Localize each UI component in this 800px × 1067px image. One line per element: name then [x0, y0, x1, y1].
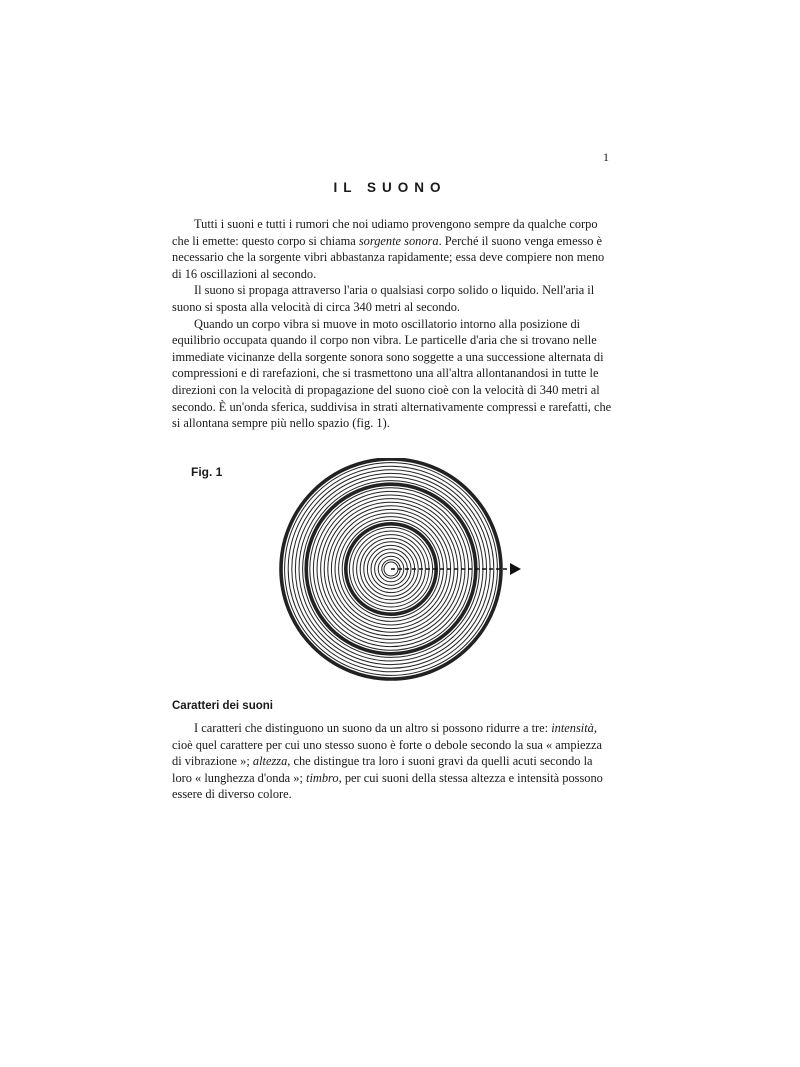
paragraph-4-text-b: , cioè quel carattere per cui uno stesso suono è forte o debole secondo la sua « ampiezza di vibrazione »;: [172, 721, 603, 769]
paragraph-2: Il suono si propaga attraverso l'aria o qualsiasi corpo solido o liquido. Nell'aria il suono si sposta alla velocità di circa 340 metri al secondo.: [172, 283, 595, 314]
paragraph-4-text-c: , che distingue tra loro i suoni gravi da quelli acuti secondo la loro « lunghezza d'onda »;: [172, 754, 593, 785]
term-altezza: altezza: [252, 754, 288, 769]
term-sorgente-sonora: sorgente sonora: [358, 233, 439, 248]
term-timbro: timbro: [306, 770, 339, 785]
paragraph-3: Quando un corpo vibra si muove in moto oscillatorio intorno alla posizione di equilibrio occupata quando il corpo non vibra. Le particelle d'aria che si trovano nelle immediate vicinanze della sorgente sonora sono soggette a una successione alternata di compressioni e di rarefazioni, che si trasmettono una all'altra allontanandosi in tutte le direzioni con la velocità di propagazione del suono cioè con la velocità di 340 metri al secondo. È un'onda sferica, suddivisa in strati alternativamente compressi e rarefatti, che si allontana sempre più nello spazio (fig. 1).: [172, 316, 612, 431]
sound-wave-figure: [258, 458, 528, 682]
paragraph-1: [172, 216, 612, 282]
page-number: 1: [603, 150, 609, 164]
paragraph-1-text-b: . Perché il suono venga emesso è necessario che la sorgente vibri abbastanza rapidamente; essa deve compiere non meno di 16 oscillazioni al secondo.: [172, 233, 605, 281]
arrow-head-icon: [510, 563, 521, 575]
paragraph-4-text-d: , per cui suoni della stessa altezza e intensità possono essere di diverso colore.: [172, 770, 603, 802]
figure-label: Fig. 1: [191, 465, 223, 479]
paragraph-4: [172, 720, 612, 803]
paragraph-4-text-a: I caratteri che distinguono un suono da un altro si possono ridurre a tre:: [194, 721, 552, 735]
page-title: IL SUONO: [333, 180, 447, 195]
section-heading: Caratteri dei suoni: [172, 700, 273, 712]
concentric-circles-diagram: [258, 458, 528, 682]
intro-text: [172, 216, 612, 432]
term-intensita: intensità: [551, 721, 594, 735]
paragraph-1-text-a: Tutti i suoni e tutti i rumori che noi udiamo provengono sempre da qualche corpo che li emette: questo corpo si chiama: [172, 217, 598, 248]
characters-text: [172, 720, 612, 803]
